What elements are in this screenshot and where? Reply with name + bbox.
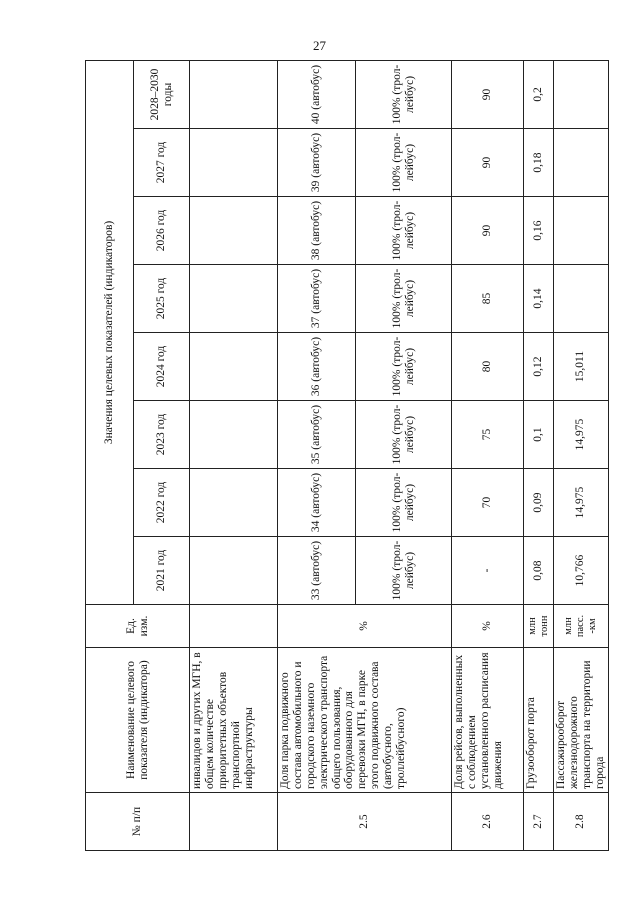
table-row <box>189 60 277 850</box>
row-value: 100% (трол-лейбус) <box>355 128 451 196</box>
row-name: Грузооборот порта <box>523 647 553 792</box>
row-value: 85 <box>451 264 523 332</box>
col-unit-header: Ед. изм. <box>85 604 189 647</box>
row-unit: млн пасс. -км <box>553 604 608 647</box>
row-value: 100% (трол-лейбус) <box>355 536 451 604</box>
row-unit: % <box>451 604 523 647</box>
row-value: 10,766 <box>553 536 608 604</box>
row-value <box>553 128 608 196</box>
row-value <box>189 536 277 604</box>
row-value <box>189 332 277 400</box>
row-value: 38 (автобус) <box>277 196 355 264</box>
table-row <box>451 60 523 850</box>
row-value: 100% (трол-лейбус) <box>355 468 451 536</box>
row-value: 100% (трол-лейбус) <box>355 60 451 128</box>
row-value <box>553 60 608 128</box>
table-row <box>553 60 608 850</box>
row-value: 40 (автобус) <box>277 60 355 128</box>
row-value: 35 (автобус) <box>277 400 355 468</box>
row-name: Пассажирооборот железнодорожного транспорта на территории города <box>553 647 608 792</box>
row-value: 100% (трол-лейбус) <box>355 332 451 400</box>
row-value: 0,08 <box>523 536 553 604</box>
year-header: 2027 год <box>133 128 189 196</box>
row-unit: млн тонн <box>523 604 553 647</box>
year-header: 2024 год <box>133 332 189 400</box>
row-value: 14,975 <box>553 400 608 468</box>
row-value: 100% (трол-лейбус) <box>355 400 451 468</box>
page-number: 27 <box>313 38 326 53</box>
row-value <box>189 60 277 128</box>
table-row <box>523 60 553 850</box>
row-num: 2.8 <box>553 792 608 850</box>
row-value: 36 (автобус) <box>277 332 355 400</box>
row-num: 2.7 <box>523 792 553 850</box>
row-value: 90 <box>451 128 523 196</box>
rotated-table-wrapper <box>85 61 606 851</box>
row-value <box>189 400 277 468</box>
year-header: 2026 год <box>133 196 189 264</box>
row-value: 90 <box>451 196 523 264</box>
col-values-group-header: Значения целевых показателей (индикаторов) <box>85 60 133 604</box>
row-value: 75 <box>451 400 523 468</box>
year-header: 2025 год <box>133 264 189 332</box>
row-value <box>189 128 277 196</box>
row-value: 80 <box>451 332 523 400</box>
row-value: 90 <box>451 60 523 128</box>
year-header: 2023 год <box>133 400 189 468</box>
year-header: 2022 год <box>133 468 189 536</box>
row-num <box>189 792 277 850</box>
row-value: 39 (автобус) <box>277 128 355 196</box>
row-value <box>189 196 277 264</box>
row-value <box>553 196 608 264</box>
indicators-table <box>85 59 609 850</box>
row-value: 0,2 <box>523 60 553 128</box>
row-value: 0,18 <box>523 128 553 196</box>
header-row-group <box>85 60 133 850</box>
row-value: 37 (автобус) <box>277 264 355 332</box>
row-value <box>553 264 608 332</box>
row-name: Доля рейсов, выполненных с соблюдением установленного расписания движения <box>451 647 523 792</box>
col-name-header: Наименование целевого показателя (индикатора) <box>85 647 189 792</box>
row-value <box>189 264 277 332</box>
row-value: 0,09 <box>523 468 553 536</box>
row-value: 0,16 <box>523 196 553 264</box>
col-num-header: № п/п <box>85 792 189 850</box>
row-num: 2.5 <box>277 792 451 850</box>
row-value: 15,011 <box>553 332 608 400</box>
row-value: 100% (трол-лейбус) <box>355 196 451 264</box>
row-unit: % <box>277 604 451 647</box>
row-name: инвалидов и других МГН, в общем количестве приоритетных объектов транспортной инфраструктуры <box>189 647 277 792</box>
row-value <box>189 468 277 536</box>
row-value: 100% (трол-лейбус) <box>355 264 451 332</box>
row-value: 0,12 <box>523 332 553 400</box>
row-unit <box>189 604 277 647</box>
row-value: 14,975 <box>553 468 608 536</box>
row-value: 70 <box>451 468 523 536</box>
year-header: 2028–2030 годы <box>133 60 189 128</box>
table-row <box>277 60 355 850</box>
row-value: 33 (автобус) <box>277 536 355 604</box>
row-value: 34 (автобус) <box>277 468 355 536</box>
row-value: 0,1 <box>523 400 553 468</box>
year-header: 2021 год <box>133 536 189 604</box>
row-value: 0,14 <box>523 264 553 332</box>
row-value: - <box>451 536 523 604</box>
row-name: Доля парка подвижного состава автомобильного и городского наземного электрического транспорта общего пользования, оборудованного для перевозки МГН, в парке этого подвижного состава (автобусного, троллейбусного) <box>277 647 451 792</box>
row-num: 2.6 <box>451 792 523 850</box>
